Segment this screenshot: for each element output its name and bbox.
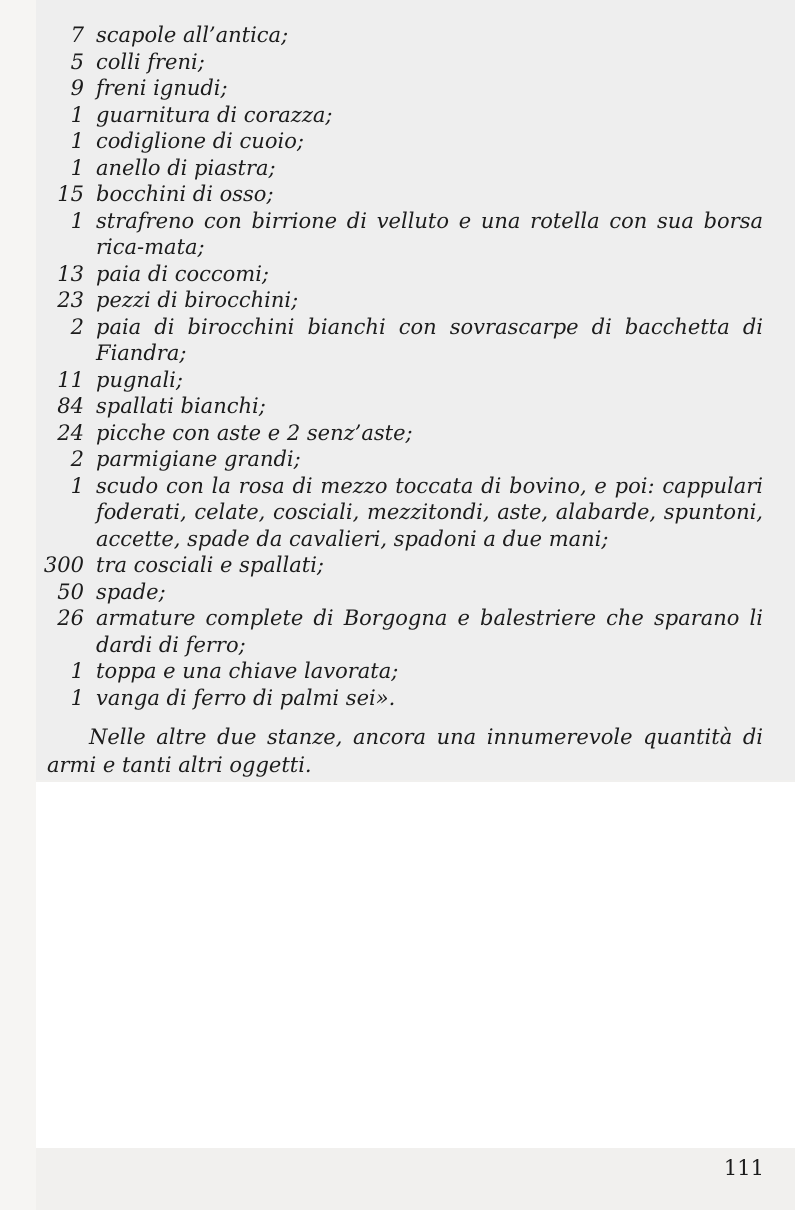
item-quantity: 84 xyxy=(57,394,84,418)
item-quantity: 1 xyxy=(70,685,84,710)
item-quantity: 13 xyxy=(57,261,84,286)
item-quantity: 1 xyxy=(70,102,84,127)
list-item xyxy=(0,685,795,712)
list-item xyxy=(0,287,795,314)
item-text: freni ignudi; xyxy=(96,76,228,100)
item-text: spallati bianchi; xyxy=(96,394,266,418)
item-quantity: 1 xyxy=(70,155,84,180)
list-item xyxy=(0,102,795,129)
list-item xyxy=(0,155,795,182)
item-text: paia di birocchini bianchi con sovrascarpe di bacchetta di Fiandra; xyxy=(96,314,763,365)
list-item xyxy=(0,261,795,288)
page-number: 111 xyxy=(723,1156,764,1180)
item-text: bocchini di osso; xyxy=(96,182,274,206)
item-text: tra cosciali e spallati; xyxy=(96,553,324,577)
item-text: spade; xyxy=(96,579,166,604)
item-text: scudo con la rosa di mezzo toccata di bovino, e poi: cappulari foderati, celate, cosciali, mezzitondi, aste, alabarde, spuntoni, accette, spade da cavalieri, spadoni a due mani; xyxy=(96,473,763,551)
item-quantity: 1 xyxy=(70,129,84,153)
item-text: scapole all’antica; xyxy=(96,23,289,47)
list-item xyxy=(0,420,795,447)
list-item xyxy=(0,605,795,658)
list-item xyxy=(0,181,795,208)
list-item xyxy=(0,473,795,553)
item-quantity: 1 xyxy=(70,659,84,683)
list-item xyxy=(0,314,795,367)
blank-area xyxy=(36,782,795,1148)
item-text: colli freni; xyxy=(96,49,205,74)
item-text: guarnitura di corazza; xyxy=(96,102,333,127)
item-text: pezzi di birocchini; xyxy=(96,288,299,312)
item-quantity: 15 xyxy=(57,182,84,206)
item-text: toppa e una chiave lavorata; xyxy=(96,659,399,683)
list-item xyxy=(0,367,795,394)
item-quantity: 1 xyxy=(70,208,84,233)
item-quantity: 11 xyxy=(57,367,84,392)
item-text: strafreno con birrione di velluto e una rotella con sua borsa rica-mata; xyxy=(96,208,763,259)
item-quantity: 26 xyxy=(57,606,84,630)
item-text: parmigiane grandi; xyxy=(96,447,301,471)
item-quantity: 7 xyxy=(70,23,84,47)
item-quantity: 24 xyxy=(57,420,84,445)
item-quantity: 2 xyxy=(70,314,84,339)
list-item xyxy=(0,393,795,420)
item-quantity: 1 xyxy=(70,473,84,498)
inventory-list xyxy=(0,22,795,711)
item-text: armature complete di Borgogna e balestriere che sparano li dardi di ferro; xyxy=(96,606,763,657)
list-item xyxy=(0,552,795,579)
list-item xyxy=(0,446,795,473)
item-quantity: 9 xyxy=(70,76,84,100)
item-text: pugnali; xyxy=(96,367,183,392)
list-item xyxy=(0,658,795,685)
item-quantity: 2 xyxy=(70,447,84,471)
item-text: anello di piastra; xyxy=(96,155,276,180)
list-item xyxy=(0,49,795,76)
list-item xyxy=(0,579,795,606)
item-text: paia di coccomi; xyxy=(96,261,269,286)
item-text: codiglione di cuoio; xyxy=(96,129,304,153)
item-quantity: 50 xyxy=(57,579,84,604)
item-quantity: 23 xyxy=(57,288,84,312)
item-text: picche con aste e 2 senz’aste; xyxy=(96,420,413,445)
item-text: vanga di ferro di palmi sei». xyxy=(96,685,396,710)
list-item xyxy=(0,75,795,102)
list-item xyxy=(0,128,795,155)
item-quantity: 300 xyxy=(43,553,84,577)
list-item xyxy=(0,22,795,49)
item-quantity: 5 xyxy=(70,49,84,74)
closing-paragraph: Nelle altre due stanze, ancora una innumerevole quantità di armi e tanti altri oggetti. xyxy=(47,725,763,777)
list-item xyxy=(0,208,795,261)
